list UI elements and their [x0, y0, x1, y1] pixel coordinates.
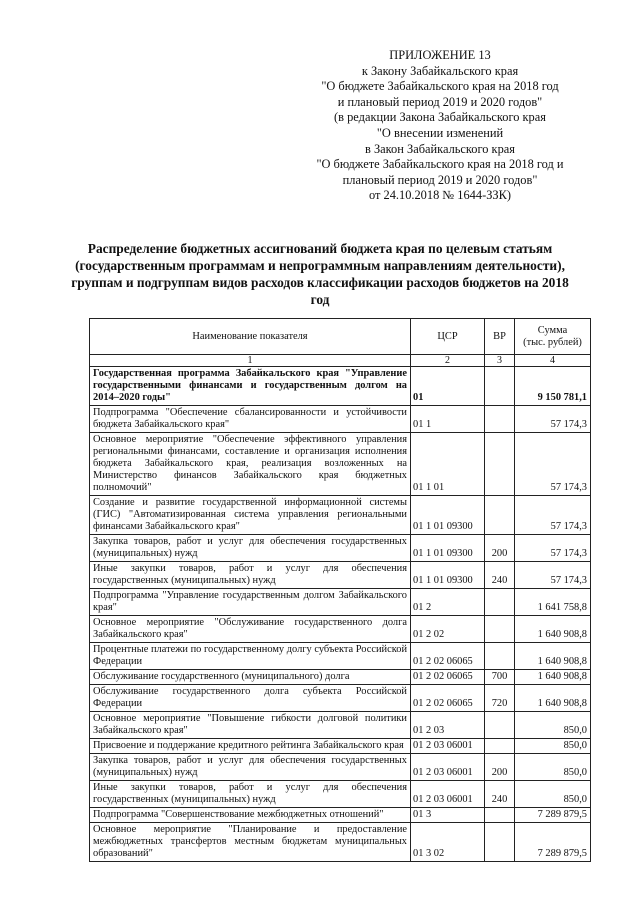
- row-sum: 7 289 879,5: [515, 808, 591, 823]
- row-csr: 01 2 02: [411, 616, 485, 643]
- table-row: [90, 535, 591, 562]
- table-row: [90, 367, 591, 406]
- row-csr: 01 1 01 09300: [411, 535, 485, 562]
- header-sum-part: (тыс. рублей): [523, 336, 582, 348]
- header-line: "О бюджете Забайкальского края на 2018 год и: [316, 157, 564, 172]
- row-vr: 200: [485, 535, 515, 562]
- row-sum: 1 640 908,8: [515, 685, 591, 712]
- appendix-header: [290, 48, 590, 204]
- row-vr: 240: [485, 562, 515, 589]
- row-sum: 1 640 908,8: [515, 616, 591, 643]
- row-csr: 01 2 02 06065: [411, 685, 485, 712]
- row-csr: 01 1 01 09300: [411, 562, 485, 589]
- row-sum: 1 640 908,8: [515, 643, 591, 670]
- row-name: Закупка товаров, работ и услуг для обеспечения государственных (муниципальных) нужд: [90, 754, 411, 781]
- table-row: [90, 739, 591, 754]
- row-vr: [485, 367, 515, 406]
- header-line: в Закон Забайкальского края: [365, 141, 515, 156]
- row-sum: 850,0: [515, 754, 591, 781]
- row-vr: 720: [485, 685, 515, 712]
- table-row: [90, 670, 591, 685]
- row-csr: 01 2 03 06001: [411, 739, 485, 754]
- table-header-row: [90, 319, 591, 355]
- table-row: [90, 808, 591, 823]
- row-name: Подпрограмма "Совершенствование межбюджетных отношений": [90, 808, 411, 823]
- row-name: Основное мероприятие "Обеспечение эффективного управления региональными финансами, составление и организация исполнения бюджета Забайкальского края, реализация возложенных на Министерство финансов Забайкальского края бюджетных полномочий": [90, 433, 411, 496]
- row-csr: 01 1: [411, 406, 485, 433]
- row-vr: 700: [485, 670, 515, 685]
- header-sum-part: Сумма: [537, 324, 568, 336]
- table-row: [90, 406, 591, 433]
- row-sum: 850,0: [515, 739, 591, 754]
- table-body: [90, 367, 591, 862]
- row-sum: 1 641 758,8: [515, 589, 591, 616]
- table-row: [90, 589, 591, 616]
- col-number-4: 4: [515, 355, 591, 367]
- column-number-row: [90, 355, 591, 367]
- row-name: Процентные платежи по государственному долгу субъекта Российской Федерации: [90, 643, 411, 670]
- row-vr: [485, 808, 515, 823]
- row-vr: [485, 643, 515, 670]
- row-name: Подпрограмма "Управление государственным долгом Забайкальского края": [90, 589, 411, 616]
- row-csr: 01 2 02 06065: [411, 670, 485, 685]
- row-vr: [485, 712, 515, 739]
- col-number-2: 2: [411, 355, 485, 367]
- row-vr: [485, 433, 515, 496]
- table-row: [90, 643, 591, 670]
- header-line: ПРИЛОЖЕНИЕ 13: [389, 48, 491, 62]
- row-csr: 01 3 02: [411, 823, 485, 862]
- row-name: Основное мероприятие "Обслуживание государственного долга Забайкальского края": [90, 616, 411, 643]
- row-name: Обслуживание государственного долга субъекта Российской Федерации: [90, 685, 411, 712]
- budget-table: [89, 318, 591, 862]
- row-sum: 1 640 908,8: [515, 670, 591, 685]
- row-vr: [485, 739, 515, 754]
- row-name: Иные закупки товаров, работ и услуг для обеспечения государственных (муниципальных) нужд: [90, 562, 411, 589]
- row-sum: 57 174,3: [515, 433, 591, 496]
- row-vr: [485, 406, 515, 433]
- header-line: "О бюджете Забайкальского края на 2018 год: [321, 79, 559, 94]
- row-vr: 200: [485, 754, 515, 781]
- header-line: и плановый период 2019 и 2020 годов": [337, 94, 543, 109]
- row-csr: 01 1 01 09300: [411, 496, 485, 535]
- header-csr: ЦСР: [411, 319, 485, 355]
- row-name: Основное мероприятие "Повышение гибкости долговой политики Забайкальского края": [90, 712, 411, 739]
- row-csr: 01 2 03 06001: [411, 781, 485, 808]
- table-row: [90, 562, 591, 589]
- row-vr: [485, 616, 515, 643]
- row-sum: 850,0: [515, 781, 591, 808]
- row-csr: 01: [411, 367, 485, 406]
- col-number-1: 1: [90, 355, 411, 367]
- row-sum: 57 174,3: [515, 406, 591, 433]
- header-vr: ВР: [485, 319, 515, 355]
- table-row: [90, 754, 591, 781]
- header-line: от 24.10.2018 № 1644-ЗЗК): [368, 188, 512, 203]
- header-line: плановый период 2019 и 2020 годов": [342, 172, 538, 187]
- row-sum: 57 174,3: [515, 562, 591, 589]
- row-csr: 01 2 03: [411, 712, 485, 739]
- row-sum: 9 150 781,1: [515, 367, 591, 406]
- table-row: [90, 781, 591, 808]
- header-name: Наименование показателя: [90, 319, 411, 355]
- row-csr: 01 2: [411, 589, 485, 616]
- header-line: "О внесении изменений: [376, 125, 504, 140]
- row-sum: 57 174,3: [515, 535, 591, 562]
- row-vr: [485, 496, 515, 535]
- header-line: (в редакции Закона Забайкальского края: [334, 110, 546, 125]
- row-name: Создание и развитие государственной информационной системы (ГИС) "Автоматизированная система управления региональными финансами Забайкальского края": [90, 496, 411, 535]
- table-row: [90, 496, 591, 535]
- row-csr: 01 3: [411, 808, 485, 823]
- row-vr: [485, 589, 515, 616]
- row-vr: [485, 823, 515, 862]
- row-name: Закупка товаров, работ и услуг для обеспечения государственных (муниципальных) нужд: [90, 535, 411, 562]
- row-sum: 7 289 879,5: [515, 823, 591, 862]
- header-sum: [515, 319, 591, 355]
- row-sum: 850,0: [515, 712, 591, 739]
- document-title: Распределение бюджетных ассигнований бюджета края по целевым статьям (государственным программам и непрограммным направлениям деятельности), группам и подгруппам видов расходов классификации расходов бюджетов на 2018 год: [71, 241, 569, 307]
- row-name: Присвоение и поддержание кредитного рейтинга Забайкальского края: [90, 739, 411, 754]
- table-row: [90, 712, 591, 739]
- row-csr: 01 1 01: [411, 433, 485, 496]
- table-row: [90, 433, 591, 496]
- table-row: [90, 616, 591, 643]
- row-name: Подпрограмма "Обеспечение сбалансированности и устойчивости бюджета Забайкальского края": [90, 406, 411, 433]
- row-csr: 01 2 03 06001: [411, 754, 485, 781]
- row-csr: 01 2 02 06065: [411, 643, 485, 670]
- row-sum: 57 174,3: [515, 496, 591, 535]
- row-name: Основное мероприятие "Планирование и предоставление межбюджетных трансфертов местным бюджетам муниципальных образований": [90, 823, 411, 862]
- header-line: к Закону Забайкальского края: [361, 63, 519, 78]
- row-name: Государственная программа Забайкальского края "Управление государственными финансами и государственным долгом на 2014–2020 годы": [90, 367, 411, 406]
- row-name: Иные закупки товаров, работ и услуг для обеспечения государственных (муниципальных) нужд: [90, 781, 411, 808]
- row-vr: 240: [485, 781, 515, 808]
- table-row: [90, 823, 591, 862]
- table-row: [90, 685, 591, 712]
- row-name: Обслуживание государственного (муниципального) долга: [90, 670, 411, 685]
- col-number-3: 3: [485, 355, 515, 367]
